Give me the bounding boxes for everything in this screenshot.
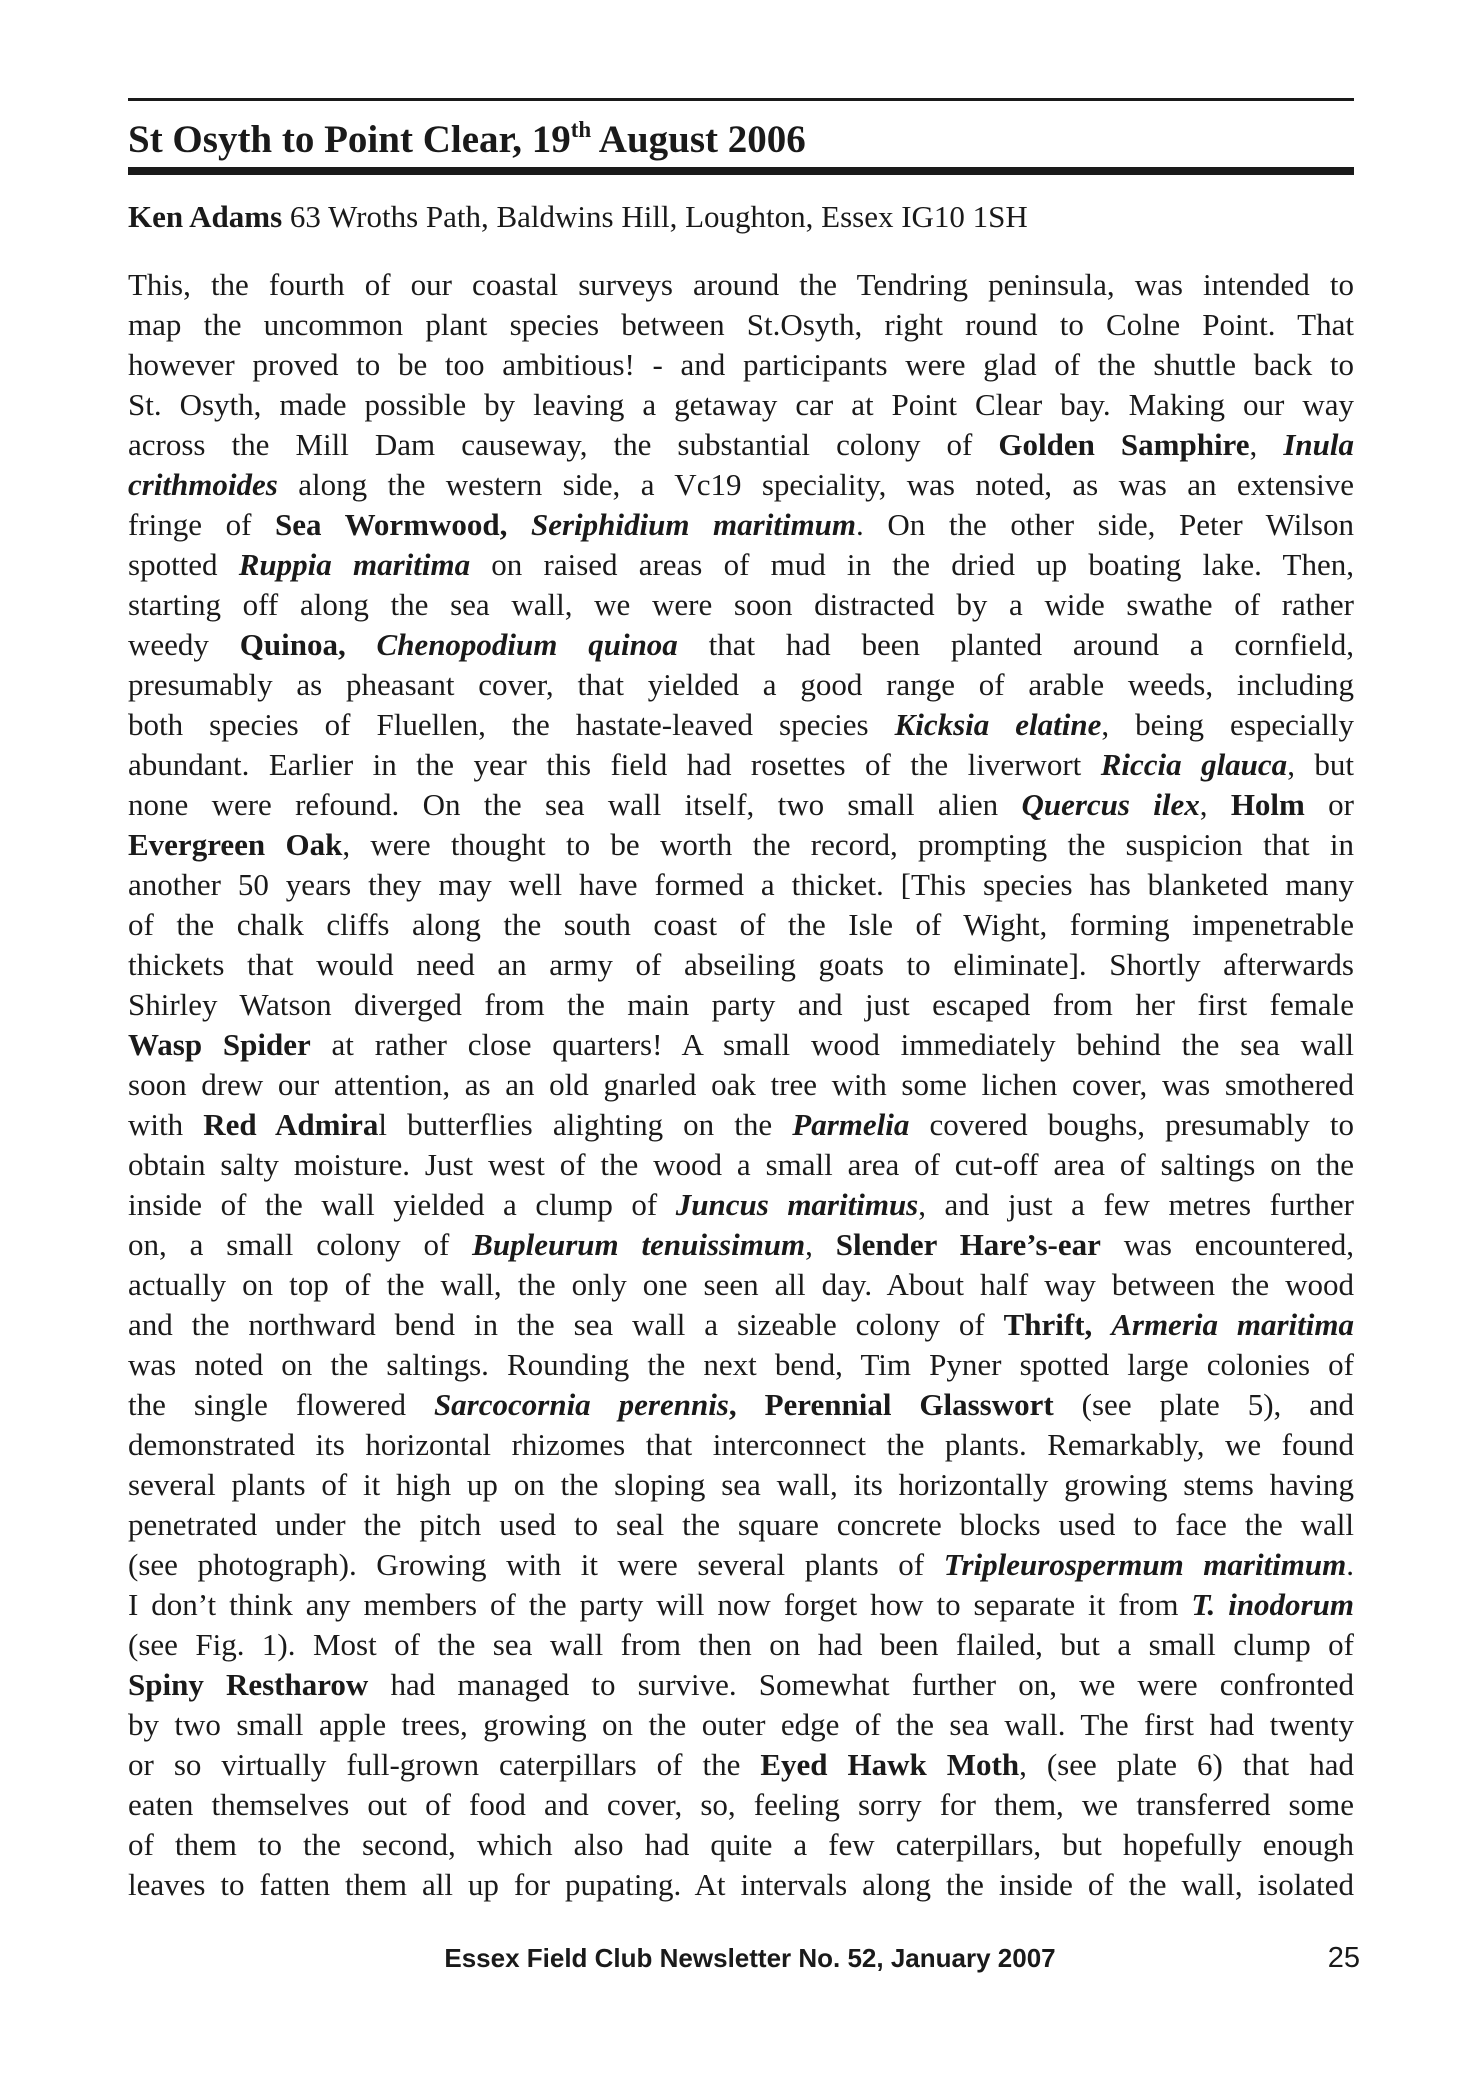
text-run: St. Osyth, made possible by leaving a getaway car at Point Clear bay. Making our way <box>128 387 1354 422</box>
body-line <box>128 905 1354 945</box>
bold-name: Eyed Hawk Moth <box>760 1747 1020 1782</box>
bold-name: Slender Hare’s-ear <box>835 1227 1101 1262</box>
species-bold <box>1283 427 1354 462</box>
bold-name: Red Admira <box>203 1107 379 1142</box>
text-run: another 50 years they may well have formed a thicket. [This species has blanketed many <box>128 867 1354 902</box>
text-run: fringe of <box>128 507 276 542</box>
species-name: Tripleurospermum maritimum <box>943 1547 1347 1582</box>
body-line <box>128 1585 1354 1625</box>
body-line <box>128 1545 1354 1585</box>
text-run: however proved to be too ambitious! - and participants were glad of the shuttle back to <box>128 347 1354 382</box>
body-line <box>128 665 1354 705</box>
text-run: , being especially <box>1101 707 1354 742</box>
page-footer <box>0 1938 1480 1978</box>
body-line <box>128 585 1354 625</box>
body-line <box>128 625 1354 665</box>
text-run: weedy <box>128 627 240 662</box>
bold-name: Sea Wormwood, <box>275 507 531 542</box>
body-line <box>128 385 1354 425</box>
body-line <box>128 1225 1354 1265</box>
species-bold <box>1111 1307 1354 1342</box>
species-bold <box>1191 1587 1354 1622</box>
text-run: (see photograph). Growing with it were several plants of <box>128 1547 944 1582</box>
text-run: and the northward bend in the sea wall a sizeable colony of <box>128 1307 1004 1342</box>
article-title <box>128 115 1354 165</box>
species-name: Riccia glauca <box>1100 747 1288 782</box>
body-line <box>128 1345 1354 1385</box>
text-run: or <box>1304 787 1355 822</box>
species-bold <box>472 1227 805 1262</box>
species-name: Sarcocornia perennis <box>433 1387 729 1422</box>
title-end: August 2006 <box>591 118 806 161</box>
body-line <box>128 1065 1354 1105</box>
body-line <box>128 985 1354 1025</box>
body-line <box>128 265 1354 305</box>
species-bold <box>377 627 678 662</box>
body-line <box>128 1625 1354 1665</box>
text-run: by two small apple trees, growing on the outer edge of the sea wall. The first had twenty <box>128 1707 1354 1742</box>
text-run: along the western side, a Vc19 speciality, was noted, as was an extensive <box>277 467 1354 502</box>
bold-name: Spiny Restharow <box>128 1667 369 1702</box>
text-run: , <box>805 1227 836 1262</box>
text-run: was noted on the saltings. Rounding the next bend, Tim Pyner spotted large colonies of <box>128 1347 1354 1382</box>
body-line <box>128 1705 1354 1745</box>
body-line <box>128 825 1354 865</box>
species-bold <box>1101 747 1287 782</box>
text-run: inside of the wall yielded a clump of <box>128 1187 676 1222</box>
body-line <box>128 1465 1354 1505</box>
text-run: of them to the second, which also had quite a few caterpillars, but hopefully enough <box>128 1827 1354 1862</box>
text-run: , <box>1249 427 1284 462</box>
bold-name: , Perennial Glasswort <box>728 1387 1054 1422</box>
author-name: Ken Adams <box>128 199 283 234</box>
text-run: map the uncommon plant species between St.Osyth, right round to Colne Point. That <box>128 307 1354 342</box>
body-line <box>128 1425 1354 1465</box>
text-run: thickets that would need an army of abseiling goats to eliminate]. Shortly afterwards <box>128 947 1354 982</box>
species-name: Kicksia elatine <box>894 707 1102 742</box>
text-run: covered boughs, presumably to <box>909 1107 1354 1142</box>
text-run: , (see plate 6) that had <box>1019 1747 1355 1782</box>
text-run: on raised areas of mud in the dried up boating lake. Then, <box>470 547 1354 582</box>
text-run: both species of Fluellen, the hastate-leaved species <box>128 707 895 742</box>
text-run: , <box>1199 787 1231 822</box>
title-rule <box>128 167 1354 175</box>
body-line <box>128 505 1354 545</box>
page <box>128 98 1354 1905</box>
species-bold <box>676 1187 919 1222</box>
bold-name: Holm <box>1230 787 1305 822</box>
species-name: Ruppia maritima <box>238 547 471 582</box>
text-run: leaves to fatten them all up for pupating. At intervals along the inside of the wall, isolated <box>128 1867 1354 1902</box>
species-bold <box>434 1387 729 1422</box>
species-name: Seriphidium maritimum <box>530 507 857 542</box>
text-run: Shirley Watson diverged from the main party and just escaped from her first female <box>128 987 1354 1022</box>
author-line <box>128 197 1354 237</box>
text-run: none were refound. On the sea wall itself, two small alien <box>128 787 1022 822</box>
text-run: abundant. Earlier in the year this field had rosettes of the liverwort <box>128 747 1101 782</box>
text-run: , and just a few metres further <box>918 1187 1354 1222</box>
body-line <box>128 865 1354 905</box>
bold-name: Thrift, <box>1003 1307 1112 1342</box>
text-run: that had been planted around a cornfield, <box>677 627 1355 662</box>
species-name: Parmelia <box>792 1107 910 1142</box>
body-line <box>128 305 1354 345</box>
species-name: Juncus maritimus <box>675 1187 919 1222</box>
text-run: on, a small colony of <box>128 1227 473 1262</box>
text-run: . On the other side, Peter Wilson <box>856 507 1354 542</box>
footer-publication: Essex Field Club Newsletter No. 52, January 2007 <box>444 1943 1056 1973</box>
bold-name: Wasp Spider <box>128 1027 311 1062</box>
bold-name: Evergreen Oak <box>128 827 343 862</box>
title-main: St Osyth to Point Clear, 19 <box>128 118 571 161</box>
text-run: had managed to survive. Somewhat further on, we were confronted <box>368 1667 1354 1702</box>
text-run: l butterflies alighting on the <box>378 1107 793 1142</box>
text-run: starting off along the sea wall, we were soon distracted by a wide swathe of rather <box>128 587 1354 622</box>
bold-name: Quinoa, <box>239 627 377 662</box>
text-run: obtain salty moisture. Just west of the wood a small area of cut-off area of saltings on the <box>128 1147 1354 1182</box>
text-run: demonstrated its horizontal rhizomes that interconnect the plants. Remarkably, we found <box>128 1427 1354 1462</box>
text-run: I don’t think any members of the party will now forget how to separate it from <box>128 1587 1192 1622</box>
text-run: (see Fig. 1). Most of the sea wall from then on had been flailed, but a small clump of <box>128 1627 1354 1662</box>
text-run: was encountered, <box>1100 1227 1355 1262</box>
body-line <box>128 785 1354 825</box>
species-bold <box>239 547 470 582</box>
body-line <box>128 1785 1354 1825</box>
species-bold <box>1021 787 1199 822</box>
text-run: several plants of it high up on the sloping sea wall, its horizontally growing stems having <box>128 1467 1354 1502</box>
text-run: soon drew our attention, as an old gnarled oak tree with some lichen cover, was smothered <box>128 1067 1354 1102</box>
text-run: across the Mill Dam causeway, the substantial colony of <box>128 427 999 462</box>
text-run: . <box>1346 1547 1354 1582</box>
species-name: Quercus ilex <box>1021 787 1200 822</box>
species-bold <box>128 467 278 502</box>
body-line <box>128 1185 1354 1225</box>
text-run: penetrated under the pitch used to seal the square concrete blocks used to face the wall <box>128 1507 1354 1542</box>
body-line <box>128 1025 1354 1065</box>
body-line <box>128 425 1354 465</box>
text-run: This, the fourth of our coastal surveys around the Tendring peninsula, was intended to <box>128 267 1354 302</box>
author-address: 63 Wroths Path, Baldwins Hill, Loughton, Essex IG10 1SH <box>282 199 1028 234</box>
body-line <box>128 1305 1354 1345</box>
body-line <box>128 1105 1354 1145</box>
text-run: actually on top of the wall, the only one seen all day. About half way between the wood <box>128 1267 1354 1302</box>
body-line <box>128 1145 1354 1185</box>
species-bold <box>531 507 856 542</box>
body-line <box>128 1865 1354 1905</box>
species-name: T. inodorum <box>1191 1587 1354 1622</box>
body-line <box>128 1505 1354 1545</box>
top-rule <box>128 98 1354 101</box>
species-name: Chenopodium quinoa <box>376 627 678 662</box>
text-run: the single flowered <box>128 1387 434 1422</box>
text-run: with <box>128 1107 204 1142</box>
text-run: , were thought to be worth the record, prompting the suspicion that in <box>342 827 1354 862</box>
article-body <box>128 265 1354 1905</box>
species-name: crithmoides <box>128 467 278 502</box>
body-line <box>128 345 1354 385</box>
text-run: or so virtually full-grown caterpillars of the <box>128 1747 761 1782</box>
species-bold <box>792 1107 909 1142</box>
body-line <box>128 545 1354 585</box>
text-run: presumably as pheasant cover, that yielded a good range of arable weeds, including <box>128 667 1354 702</box>
body-line <box>128 1665 1354 1705</box>
body-line <box>128 1385 1354 1425</box>
species-bold <box>944 1547 1347 1582</box>
species-name: Bupleurum tenuissimum <box>472 1227 806 1262</box>
title-superscript: th <box>570 117 592 142</box>
body-line <box>128 945 1354 985</box>
text-run: spotted <box>128 547 239 582</box>
body-line <box>128 745 1354 785</box>
body-line <box>128 465 1354 505</box>
text-run: , but <box>1287 747 1354 782</box>
body-line <box>128 1825 1354 1865</box>
text-run: of the chalk cliffs along the south coast of the Isle of Wight, forming impenetrable <box>128 907 1354 942</box>
body-line <box>128 1745 1354 1785</box>
text-run: at rather close quarters! A small wood immediately behind the sea wall <box>310 1027 1354 1062</box>
body-line <box>128 705 1354 745</box>
species-name: Armeria maritima <box>1111 1307 1355 1342</box>
page-number: 25 <box>1327 1942 1360 1974</box>
text-run: eaten themselves out of food and cover, so, feeling sorry for them, we transferred some <box>128 1787 1354 1822</box>
text-run: (see plate 5), and <box>1053 1387 1355 1422</box>
species-bold <box>895 707 1102 742</box>
bold-name: Golden Samphire <box>998 427 1250 462</box>
species-name: Inula <box>1283 427 1354 462</box>
body-line <box>128 1265 1354 1305</box>
